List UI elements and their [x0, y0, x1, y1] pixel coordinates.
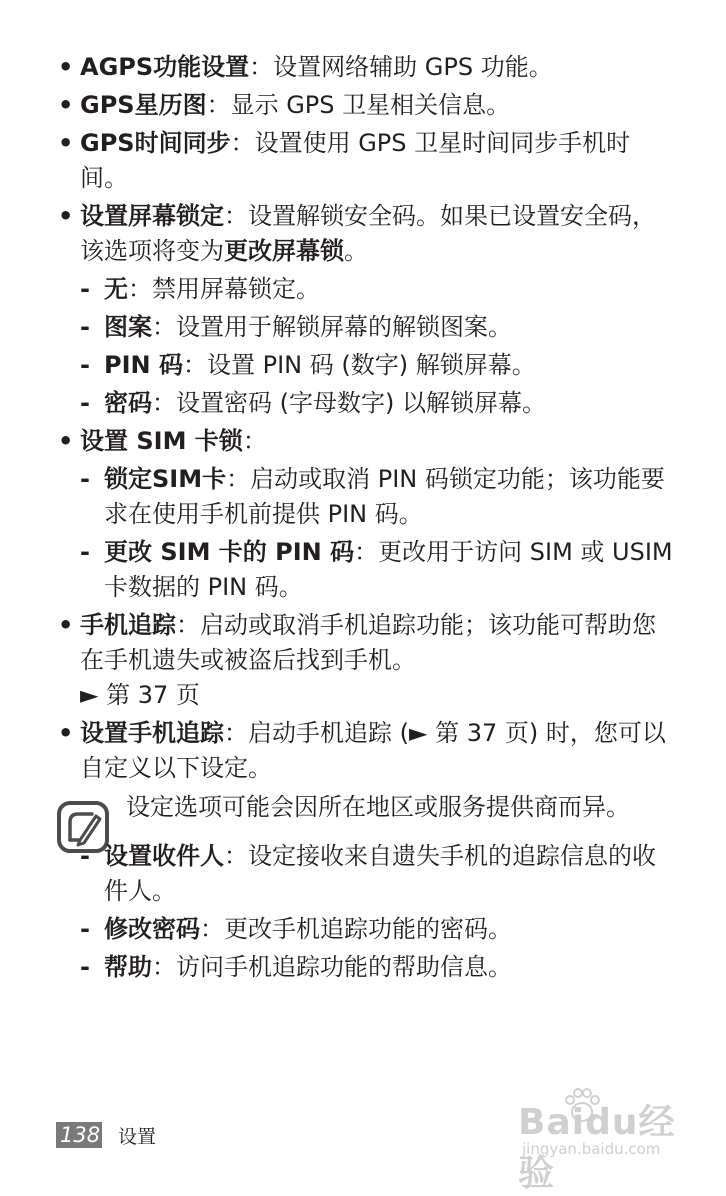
list-item-simlock	[56, 424, 676, 459]
watermark-url: jingyan.baidu.com	[522, 1140, 661, 1158]
bullet: •	[58, 427, 74, 455]
item-text-end: 。	[344, 237, 368, 265]
dash: -	[80, 842, 90, 870]
item-title: GPS星历图	[80, 91, 207, 119]
sub-text: ：设定接收来自遗失手机的追踪信息的收件人。	[104, 842, 656, 905]
bullet: •	[58, 719, 74, 747]
sub-title: 更改 SIM 卡的 PIN 码	[104, 538, 355, 566]
dash: -	[80, 915, 90, 943]
sub-text: ：更改用于访问 SIM 或 USIM 卡数据的 PIN 码。	[104, 538, 673, 601]
bullet: •	[58, 129, 74, 157]
dash: -	[80, 953, 90, 981]
item-text: ：启动手机追踪 (► 第 37 页) 时，您可以自定义以下设定。	[80, 719, 666, 782]
item-title: 设置屏幕锁定	[80, 202, 224, 230]
dash: -	[80, 351, 90, 379]
section-name: 设置	[118, 1125, 157, 1148]
item-text: ：	[242, 427, 267, 455]
sub-text: ：更改手机追踪功能的密码。	[200, 915, 512, 943]
sub-title: 帮助	[104, 953, 152, 981]
sub-title: 设置收件人	[104, 842, 224, 870]
list-item-tracker	[56, 608, 676, 713]
dash: -	[80, 313, 90, 341]
watermark-logo-text: Baidu经验	[518, 1102, 676, 1194]
sub-item-sim-change-pin	[56, 535, 676, 605]
item-title: AGPS功能设置	[80, 53, 250, 81]
bullet: •	[58, 91, 74, 119]
sub-item-help	[56, 950, 676, 985]
dash: -	[80, 465, 90, 493]
sub-item-sim-lock	[56, 462, 676, 532]
sub-text: ：禁用屏幕锁定。	[128, 275, 320, 303]
item-text: ：设置使用 GPS 卫星时间同步手机时间。	[80, 129, 631, 192]
list-item-set-tracker	[56, 716, 676, 786]
page-reference: ► 第 37 页	[80, 681, 200, 709]
item-emphasis: 更改屏幕锁	[224, 237, 344, 265]
sub-text: ：启动或取消 PIN 码锁定功能；该功能要求在使用手机前提供 PIN 码。	[104, 465, 665, 528]
page-footer	[56, 1122, 156, 1148]
sub-title: 无	[104, 275, 128, 303]
sub-item-change-password	[56, 912, 676, 947]
page-number: 138	[56, 1122, 102, 1148]
sub-title: 密码	[104, 389, 152, 417]
note-block	[56, 790, 676, 825]
item-text: ：启动或取消手机追踪功能；该功能可帮助您在手机遗失或被盗后找到手机。	[80, 611, 656, 674]
list-item-screenlock	[56, 199, 676, 269]
sub-text: ：设置 PIN 码 (数字) 解锁屏幕。	[182, 351, 536, 379]
item-title: 手机追踪	[80, 611, 176, 639]
item-title: 设置手机追踪	[80, 719, 224, 747]
item-title: GPS时间同步	[80, 129, 231, 157]
dash: -	[80, 538, 90, 566]
sub-title: 锁定SIM卡	[104, 465, 227, 493]
sub-title: PIN 码	[104, 351, 183, 379]
list-item-timesync	[56, 126, 676, 196]
sub-item-lock-password	[56, 386, 676, 421]
bullet: •	[58, 611, 74, 639]
item-text: ：设置网络辅助 GPS 功能。	[249, 53, 553, 81]
sub-item-lock-none	[56, 272, 676, 307]
baidu-watermark	[518, 1086, 708, 1194]
list-item-agps	[56, 50, 676, 85]
bullet: •	[58, 202, 74, 230]
sub-title: 修改密码	[104, 915, 200, 943]
sub-text: ：访问手机追踪功能的帮助信息。	[152, 953, 512, 981]
item-title: 设置 SIM 卡锁	[80, 427, 243, 455]
list-item-almanac	[56, 88, 676, 123]
sub-text: ：设置密码 (字母数字) 以解锁屏幕。	[152, 389, 546, 417]
sub-item-lock-pin	[56, 348, 676, 383]
bullet: •	[58, 53, 74, 81]
sub-title: 图案	[104, 313, 152, 341]
dash: -	[80, 275, 90, 303]
item-text: ：设置解锁安全码。如果已设置安全码，该选项将变为	[80, 202, 656, 265]
settings-description	[56, 50, 676, 988]
note-text: 设定选项可能会因所在地区或服务提供商而异。	[126, 793, 630, 821]
sub-item-recipients	[56, 839, 676, 909]
item-text: ：显示 GPS 卫星相关信息。	[206, 91, 511, 119]
sub-item-lock-pattern	[56, 310, 676, 345]
sub-text: ：设置用于解锁屏幕的解锁图案。	[152, 313, 512, 341]
dash: -	[80, 389, 90, 417]
